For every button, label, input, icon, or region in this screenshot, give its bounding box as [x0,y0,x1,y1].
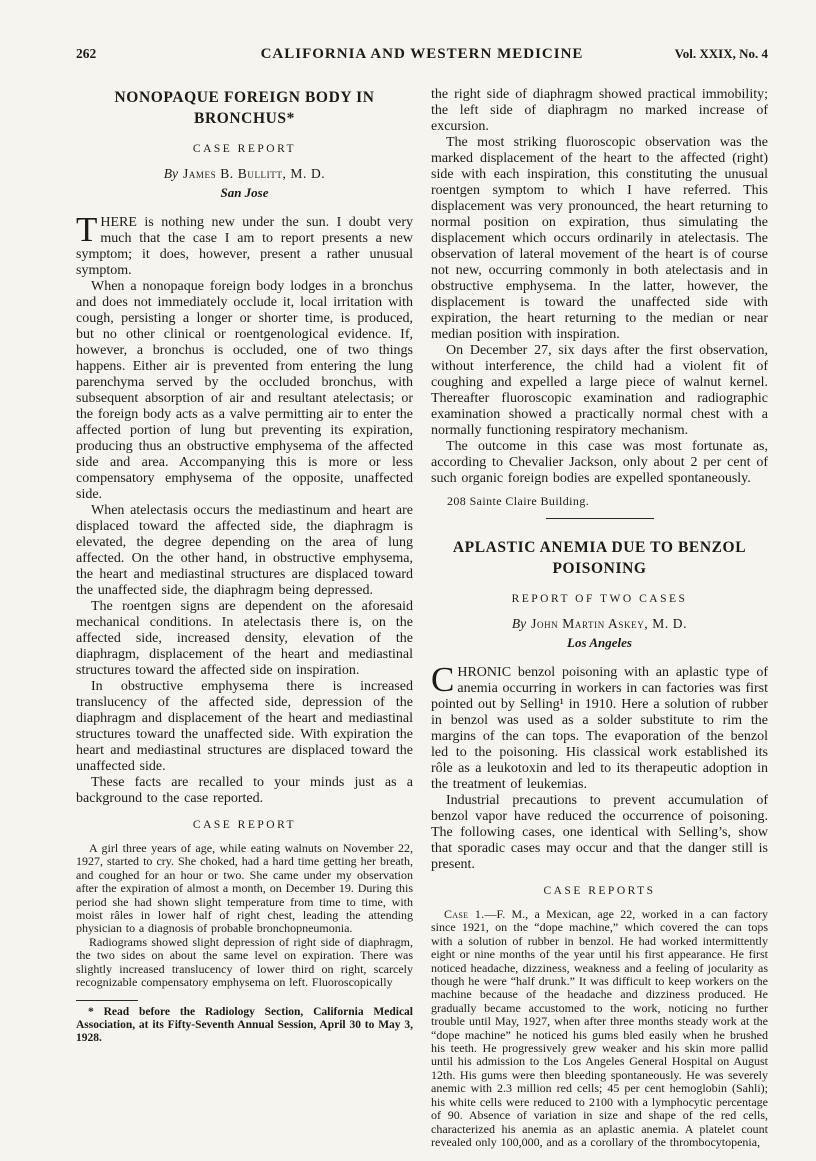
article1-body [76,210,413,807]
article2-case-report [431,908,768,1149]
left-column [76,87,413,1149]
paragraph: The most striking fluoroscopic observation was the marked displacement of the heart to the affected (right) side with each inspiration, this constituting the unusual roentgen symptom to which I have referred. This displacement was very pronounced, the heart returning to normal position on expiration, thus simulating the displacement which occurs ordinarily in atelectasis. The observation of lateral movement of the heart is of course not new, occurring commonly in both atelectasis and in obstructive emphysema. In the latter, however, the displacement is toward the unaffected side with expiration, the heart returning to the median or near median position with inspiration. [431,135,768,342]
paragraph-lead [76,210,413,279]
case-text: —F. M., a Mexican, age 22, worked in a can factory since 1921, on the “dope machine,” which covered the can tops with a solution of rubber in benzol. He had worked intermittently eight or nine months of the year until his first appearance. He first noticed headache, dizziness, weakness and a feeling of jocularity as though he were “half drunk.” It was difficult to keep workers on the machine because of the headache and dizziness produced. He gradually became accustomed to the work, noticing no further trouble until May, 1927, when after three months steady work at the “dope machine” he noticed his gums bled easily when he brushed his teeth. He progressively grew weaker and his skin more pallid until his admission to the Los Angeles General Hospital on August 12th. His gums were then bleeding spontaneously. He was severely anemic with 2.3 million red cells; 45 per cent hemoglobin (Sahli); his white cells were reduced to 2100 with a lymphocytic percentage of 90. Absence of variation in size and shape of the red cells, characterized his anemia as an aplastic anemia. A platelet count revealed only 100,000, and as a corollary of the thrombocytopenia, [431,907,768,1149]
paragraph: These facts are recalled to your minds just as a background to the case reported. [76,775,413,806]
paragraph: The outcome in this case was most fortunate as, according to Chevalier Jackson, only about 2 per cent of such organic foreign bodies are expelled spontaneously. [431,439,768,486]
article1-byline [76,166,413,182]
article2-title: APLASTIC ANEMIA DUE TO BENZOL POISONING [452,539,747,577]
case-paragraph: Radiograms showed slight depression of right side of diaphragm, the two sides on about the same level on expiration. There was slightly increased translucency of lower third on right, scarcely recognizable compensatory emphysema on left. Fluoroscopically [76,934,413,990]
case-paragraph: A girl three years of age, while eating walnuts on November 22, 1927, started to cry. She choked, had a hard time getting her breath, and coughed for an hour or two. She came under my observation after the expiration of almost a month, on December 19. During this period she had shown slight temperature from time to time, with moist râles in lower half of right chest, leading the attending physician to a diagnosis of probable bronchopneumonia. [76,841,413,936]
volume-info: Vol. XXIX, No. 4 [674,46,768,61]
paragraph: The roentgen signs are dependent on the aforesaid mechanical conditions. In atelectasis there is, on the affected side, increased density, elevation of the diaphragm, displacement of the heart and mediastinal structures toward the affected side on inspiration. [76,599,413,678]
paragraph: On December 27, six days after the first observation, without interference, the child had a violent fit of coughing and expelled a large piece of walnut kernel. Thereafter fluoroscopic examination and radiographic examination showed a practically normal chest with a normally functioning respiratory mechanism. [431,343,768,438]
paragraph: Industrial precautions to prevent accumulation of benzol vapor have reduced the occurrence of poisoning. The following cases, one identical with Selling’s, show that sporadic cases may occur and that the danger still is present. [431,793,768,872]
article2-subtitle: REPORT OF TWO CASES [511,593,688,605]
dropcap-initial: C [431,660,455,699]
footnote-rule [76,1000,138,1001]
case-label: Case 1. [444,907,485,921]
page-number: 262 [76,46,97,61]
author-address: 208 Sainte Claire Building. [447,494,590,508]
byline-prefix: By [163,166,178,181]
article1-case-report [76,842,413,989]
paragraph: In obstructive emphysema there is increased translucency of the affected side, depression of the diaphragm and displacement of the heart and mediastinal structures toward the unaffected side. With expiration the heart and mediastinal structures are displaced toward the unaffected side. [76,679,413,774]
article2-location: Los Angeles [567,635,632,650]
article2-byline [431,616,768,632]
article-divider-rule [546,518,654,519]
article1-continuation [431,87,768,487]
case-paragraph [431,908,768,1149]
author-name: John Martin Askey, M. D. [531,616,688,631]
footnote-block [76,1000,413,1045]
paragraph-lead [431,660,768,793]
case-report-heading: CASE REPORT [192,819,297,831]
author-name: James B. Bullitt, M. D. [182,166,326,181]
article1-subtitle: CASE REPORT [192,143,297,155]
article1-location: San Jose [220,185,269,200]
two-column-layout [76,87,768,1149]
paragraph-text: HERE is nothing new under the sun. I doubt very much that the case I am to report presents a new symptom; it does, however, present a rather unusual symptom. [76,215,413,278]
paragraph: When atelectasis occurs the mediastinum and heart are displaced toward the affected side, the diaphragm is elevated, the degree depending on the area of lung affected. On the other hand, in obstructive emphysema, the heart and mediastinal structures are displaced toward the unaffected side, the diaphragm being depressed. [76,503,413,598]
paragraph-continuation: the right side of diaphragm showed practical immobility; the left side of diaphragm no marked increase of excursion. [431,87,768,134]
article2-body [431,660,768,873]
footnote-text: * Read before the Radiology Section, California Medical Association, at its Fifty-Seventh Annual Session, April 30 to May 3, 1928. [76,1006,413,1045]
running-header [76,46,768,63]
paragraph-text: HRONIC benzol poisoning with an aplastic type of anemia occurring in workers in can factories was first pointed out by Selling¹ in 1910. Here a solution of rubber in benzol was used as a solder substitute to rim the margins of the can tops. The evaporation of the benzol led to the poisoning. His classical work established its rôle as a leukotoxin and led to its therapeutic adoption in the treatment of leukemias. [431,665,768,792]
paragraph: When a nonopaque foreign body lodges in a bronchus and does not immediately occlude it, local irritation with cough, persisting a longer or shorter time, is produced, but no other clinical or roentgenological evidence. If, however, a bronchus is occluded, one of two things happens. Either air is prevented from entering the lung parenchyma served by the occluded bronchus, with subsequent absorption of air and resultant atelectasis; or the foreign body acts as a valve permitting air to enter the affected portion of lung but preventing its expiration, producing thus an obstructive emphysema of the affected side and area. Accompanying this is more or less compensatory emphysema of the opposite, unaffected side. [76,279,413,502]
dropcap-initial: T [76,210,98,249]
case-reports-heading: CASE REPORTS [543,885,656,897]
article1-title: NONOPAQUE FOREIGN BODY IN BRONCHUS* [114,89,375,127]
right-column [431,87,768,1149]
byline-prefix: By [511,616,527,631]
journal-title: CALIFORNIA AND WESTERN MEDICINE [260,46,584,62]
